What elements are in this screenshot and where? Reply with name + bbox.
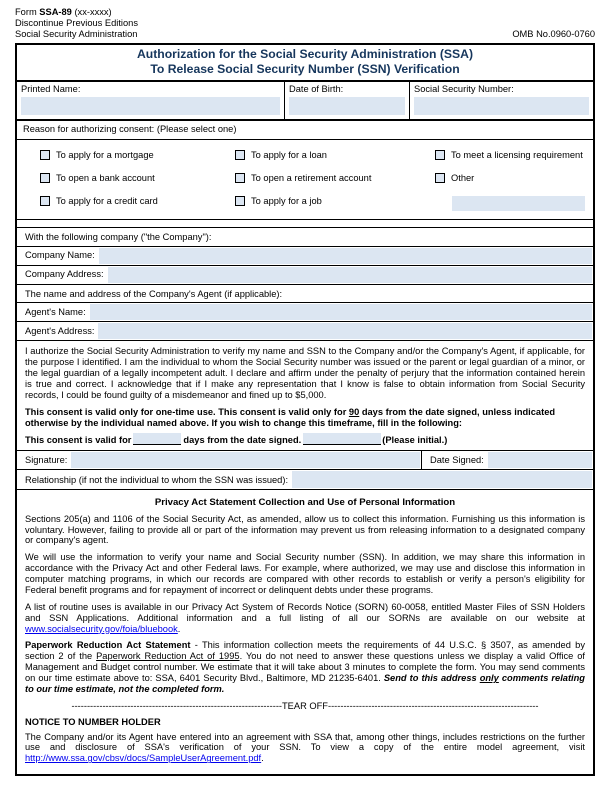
paperwork-text-2: . You do not need to answer these questions unless we display a valid Office of Management and Budget control number. We estimate that it will take about 3 minutes to complete the form. You may send comments on our time estimate above to: SSA, 6401 Security Blvd., Baltimore, MD 21235-6401. <box>25 651 585 684</box>
signature-cell <box>17 451 422 469</box>
reason-option-job[interactable] <box>235 196 435 207</box>
privacy-section <box>17 490 593 694</box>
relationship-input[interactable] <box>292 471 592 488</box>
form-prefix: Form <box>15 7 37 17</box>
ssn-label: Social Security Number: <box>414 84 514 95</box>
paperwork-emphasis-only: only <box>479 673 499 684</box>
paperwork-emphasis-1: Send to this address <box>383 673 480 684</box>
checkbox-licensing-label: To meet a licensing requirement <box>451 149 583 160</box>
relationship-row <box>17 470 593 490</box>
checkbox-job-label: To apply for a job <box>251 195 322 206</box>
date-signed-cell <box>422 451 593 469</box>
company-name-input[interactable] <box>99 248 592 264</box>
company-address-row <box>17 266 593 285</box>
reason-option-mortgage[interactable] <box>40 150 235 161</box>
reason-option-licensing[interactable] <box>435 150 589 161</box>
agent-address-input[interactable] <box>98 323 592 339</box>
dob-input[interactable] <box>289 97 405 115</box>
date-signed-input[interactable] <box>488 452 592 468</box>
checkbox-retirement-account[interactable] <box>235 173 245 183</box>
signature-label: Signature: <box>25 455 68 466</box>
checkbox-job[interactable] <box>235 196 245 206</box>
printed-name-input[interactable] <box>21 97 280 115</box>
checkbox-credit-card-label: To apply for a credit card <box>56 195 158 206</box>
reason-column-3 <box>435 150 589 211</box>
printed-name-label: Printed Name: <box>21 84 81 95</box>
paperwork-text-1: - This information collection meets the requirements of 44 U.S.C. § 3507, as amended by section 2 of the <box>25 640 585 662</box>
paperwork-heading: Paperwork Reduction Act Statement <box>25 640 191 651</box>
checkbox-bank-account-label: To open a bank account <box>56 172 155 183</box>
consent-days-90: 90 <box>348 406 360 417</box>
notice-heading: NOTICE TO NUMBER HOLDER <box>25 716 161 727</box>
ssn-cell <box>410 82 593 119</box>
date-signed-label: Date Signed: <box>430 455 484 466</box>
checkbox-loan-label: To apply for a loan <box>251 149 327 160</box>
reason-options <box>17 140 593 220</box>
days-input[interactable] <box>133 433 181 445</box>
dob-cell <box>285 82 410 119</box>
privacy-paragraph-1: Sections 205(a) and 1106 of the Social Security Act, as amended, allow us to collect this information. Furnishing us this information is voluntary. However, failing to provide all or part of the information may prevent us from releasing information to a designated company or company's agent. <box>25 513 585 546</box>
omb-number: OMB No.0960-0760 <box>512 28 595 39</box>
notice-paragraph <box>17 730 593 769</box>
consent-duration-line <box>17 429 593 451</box>
privacy-paragraph-3-end: . <box>177 623 181 634</box>
form-number: SSA-89 <box>39 7 72 17</box>
printed-name-cell <box>17 82 285 119</box>
form-title <box>17 45 593 82</box>
notice-text-end: . <box>261 753 264 764</box>
checkbox-mortgage-label: To apply for a mortgage <box>56 149 154 160</box>
agent-name-label: Agent's Name: <box>25 307 86 318</box>
company-intro: With the following company ("the Company"): <box>17 228 593 247</box>
company-name-label: Company Name: <box>25 250 95 261</box>
dob-label: Date of Birth: <box>289 84 344 95</box>
section-divider <box>17 220 593 228</box>
bluebook-link[interactable]: www.socialsecurity.gov/foia/bluebook <box>25 623 178 634</box>
checkbox-retirement-account-label: To open a retirement account <box>251 172 372 183</box>
checkbox-credit-card[interactable] <box>40 196 50 206</box>
form-header-left <box>15 7 138 40</box>
form-title-line1: Authorization for the Social Security Administration (SSA) <box>136 47 474 62</box>
agent-address-row <box>17 322 593 341</box>
consent-paragraph <box>17 404 593 429</box>
paperwork-emphasis-2: comments relating to our time estimate, not the completed form. <box>25 673 585 694</box>
checkbox-licensing[interactable] <box>435 150 445 160</box>
company-address-input[interactable] <box>108 267 592 283</box>
consent-text-2: days from the date signed, unless indicated otherwise by the individual named above. If you wish to change this timeframe, fill in the following: <box>25 406 556 428</box>
company-name-row <box>17 247 593 266</box>
checkbox-loan[interactable] <box>235 150 245 160</box>
tear-off-line: --------------------------------------------------------------------TEAR OFF-------------------------------------------------------------------- <box>71 700 539 711</box>
notice-text: The Company and/or its Agent have entered into an agreement with SSA that, among other things, includes restrictions on the further use and disclosure of SSA's verification of your SSN. To view a copy of the entire model agreement, visit <box>25 731 585 753</box>
reason-option-loan[interactable] <box>235 150 435 161</box>
reason-prompt: Reason for authorizing consent: (Please select one) <box>17 121 593 140</box>
agreement-link[interactable]: http://www.ssa.gov/cbsv/docs/SampleUserAgreement.pdf <box>25 753 262 764</box>
company-address-label: Company Address: <box>25 269 104 280</box>
reason-option-credit-card[interactable] <box>40 196 235 207</box>
valid-for-text: This consent is valid for <box>25 434 132 445</box>
form-number-line <box>15 7 138 18</box>
privacy-paragraph-2: We will use the information to verify your name and Social Security number (SSN). In addition, we may share this information in accordance with the Privacy Act and other Federal laws. For example, where authorized, we may use and disclose this information in computer matching programs, in which our records are compared with other records to establish or verify a person's eligibility for Federal benefit programs and for repayment of incorrect or delinquent debts under these programs. <box>25 552 585 595</box>
checkbox-other-label: Other <box>451 172 475 183</box>
other-reason-input[interactable] <box>452 196 585 211</box>
form-title-line2: To Release Social Security Number (SSN) Verification <box>150 62 460 77</box>
privacy-heading: Privacy Act Statement Collection and Use of Personal Information <box>154 497 456 509</box>
form-edition: (xx-xxxx) <box>74 7 112 17</box>
reason-option-retirement-account[interactable] <box>235 173 435 184</box>
reason-column-2 <box>235 150 435 211</box>
reason-option-bank-account[interactable] <box>40 173 235 184</box>
relationship-label: Relationship (if not the individual to whom the SSN was issued): <box>25 474 289 485</box>
checkbox-bank-account[interactable] <box>40 173 50 183</box>
paperwork-paragraph <box>25 640 585 694</box>
consent-text-1: This consent is valid only for one-time use. This consent is valid only for <box>25 406 349 417</box>
form-header <box>15 7 595 40</box>
initials-input[interactable] <box>303 433 381 445</box>
checkbox-mortgage[interactable] <box>40 150 50 160</box>
reason-column-1 <box>40 150 235 211</box>
reason-option-other[interactable] <box>435 173 589 184</box>
discontinue-line: Discontinue Previous Editions <box>15 18 138 29</box>
checkbox-other[interactable] <box>435 173 445 183</box>
agent-name-row <box>17 303 593 322</box>
agent-address-label: Agent's Address: <box>25 326 95 337</box>
authorization-paragraph: I authorize the Social Security Administration to verify my name and SSN to the Company and/or the Company's Agent, if applicable, for the purpose I identified. I am the individual to whom the Social Security number was issued or the parent or legal guardian of a minor, or the legal guardian of a legally incompetent adult. I declare and affirm under the penalty of perjury that the information contained herein is true and correct. I acknowledge that if I make any representation that I know is false to obtain information from Social Security records, I could be found guilty of a misdemeanor and fined up to $5,000. <box>25 346 585 400</box>
ssn-input[interactable] <box>414 97 589 115</box>
agent-intro: The name and address of the Company's Agent (if applicable): <box>17 285 593 304</box>
form-body <box>15 43 595 776</box>
date-signed-text: days from the date signed. <box>183 434 302 445</box>
agency-line: Social Security Administration <box>15 29 138 40</box>
please-initial-text: (Please initial.) <box>382 434 448 445</box>
agent-name-input[interactable] <box>90 304 592 320</box>
signature-input[interactable] <box>71 452 420 468</box>
privacy-paragraph-3 <box>25 602 585 635</box>
signature-row <box>17 450 593 470</box>
paperwork-act-1995: Paperwork Reduction Act of 1995 <box>96 651 240 662</box>
privacy-paragraph-3-text: A list of routine uses is available in our Privacy Act System of Records Notice (SORN) 60-0058, entitled Master Files of SSN Holders and SSN Applications. Additional information and a full listing of all our SORNs are available on our website at <box>25 601 585 623</box>
identity-row <box>17 82 593 121</box>
